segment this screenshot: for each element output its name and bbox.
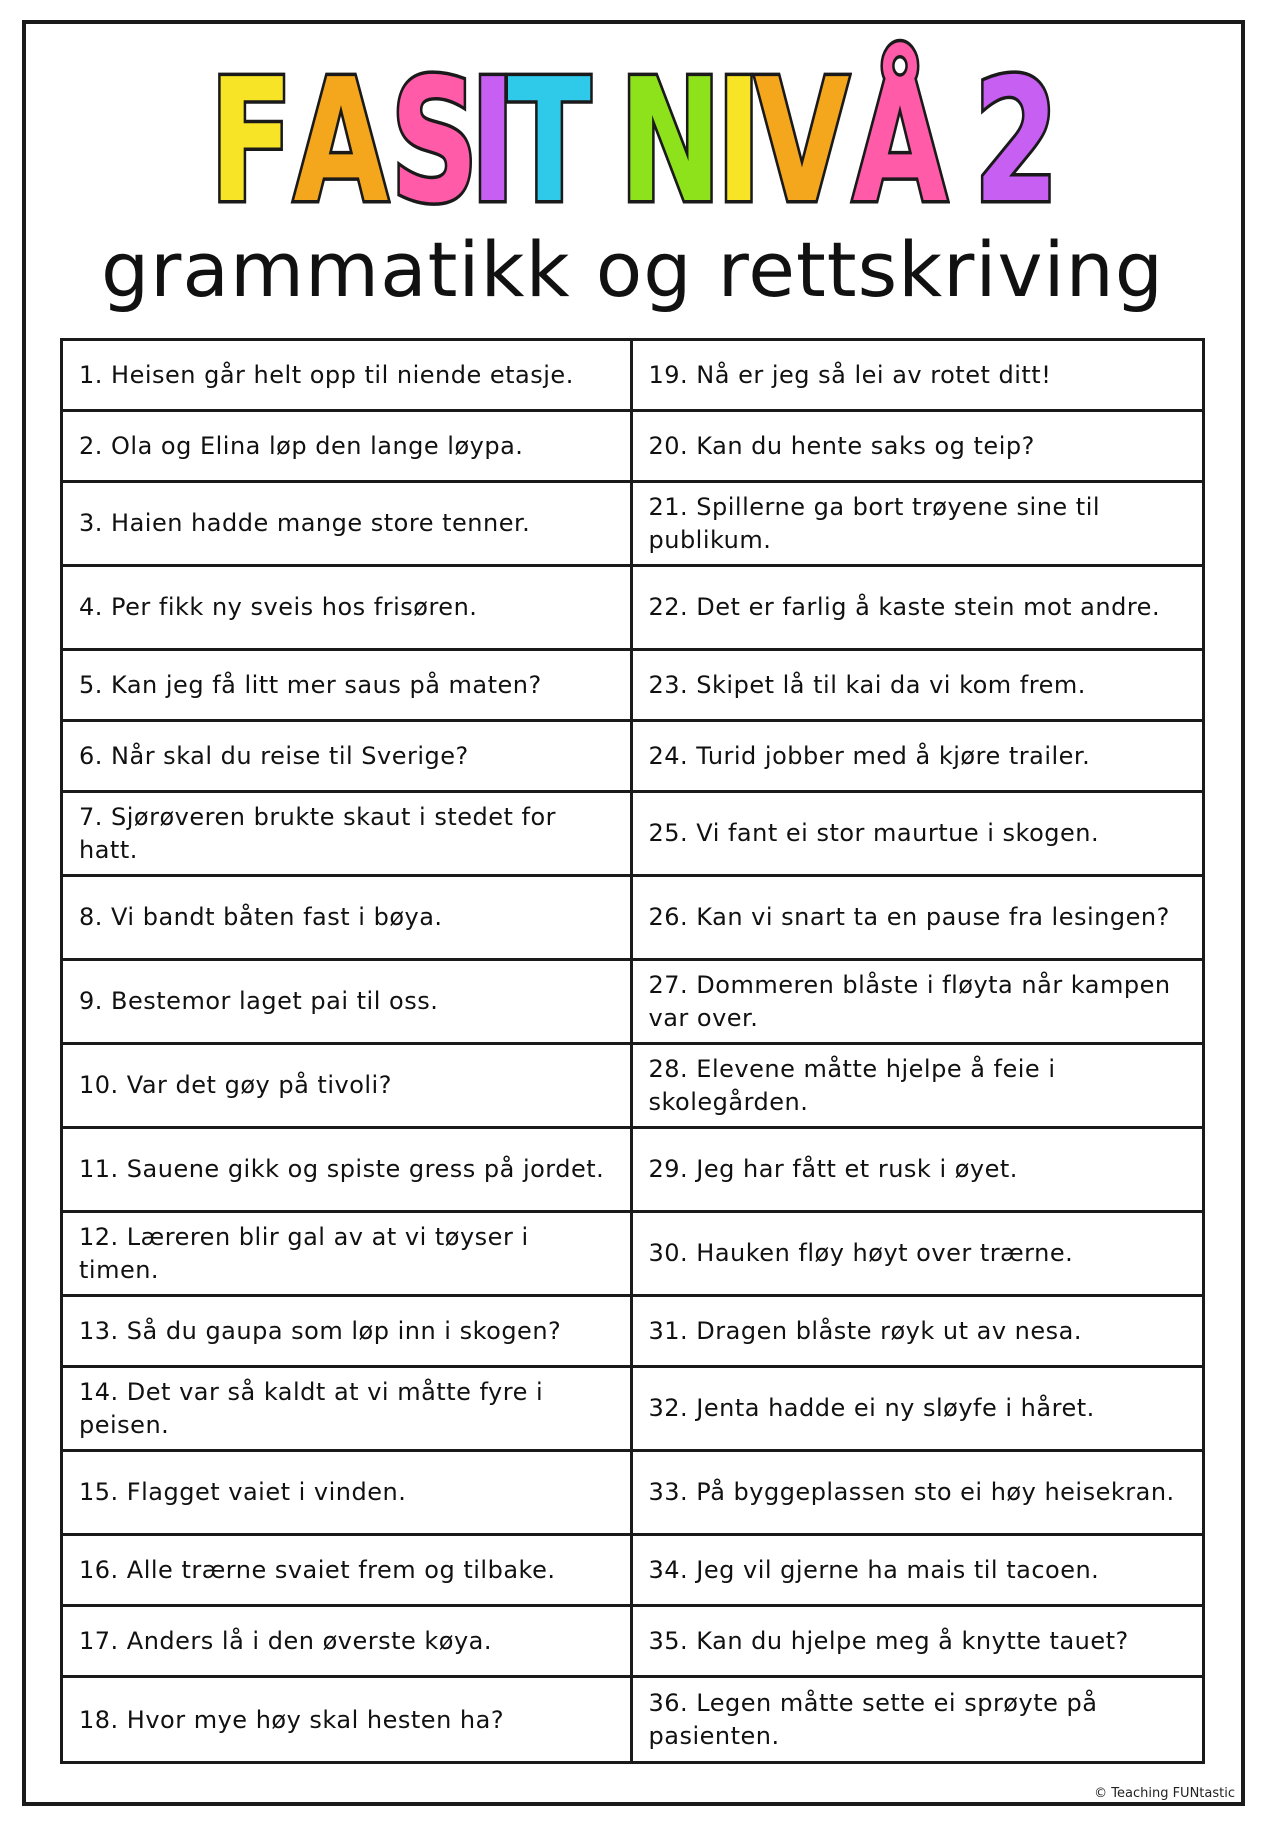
answer-text: 27. Dommeren blåste i fløyta når kampen var over. xyxy=(648,970,1171,1032)
title-letter: I xyxy=(470,43,512,241)
answer-text: 21. Spillerne ga bort trøyene sine til publikum. xyxy=(648,492,1101,554)
answer-cell xyxy=(63,483,630,567)
answer-cell xyxy=(63,1213,630,1297)
title-letter: V xyxy=(754,43,846,241)
answer-cell xyxy=(633,877,1203,961)
answer-text: 36. Legen måtte sette ei sprøyte på pasienten. xyxy=(648,1689,1098,1750)
answer-cell xyxy=(633,793,1203,877)
answer-text: 30. Hauken fløy høyt over trærne. xyxy=(648,1239,1074,1267)
answer-text: 17. Anders lå i den øverste køya. xyxy=(79,1626,493,1655)
answer-cell xyxy=(63,341,630,412)
answer-text: 35. Kan du hjelpe meg å knytte tauet? xyxy=(648,1626,1129,1655)
copyright-notice: © Teaching FUNtastic xyxy=(1094,1786,1235,1801)
answer-cell xyxy=(633,1607,1203,1678)
answer-cell xyxy=(633,1129,1203,1213)
answer-cell xyxy=(633,1213,1203,1297)
answer-text: 28. Elevene måtte hjelpe å feie i skolegården. xyxy=(648,1054,1056,1116)
answer-text: 33. På byggeplassen sto ei høy heisekran. xyxy=(648,1478,1175,1506)
answer-text: 14. Det var så kaldt at vi måtte fyre i peisen. xyxy=(79,1377,544,1439)
answer-text: 24. Turid jobber med å kjøre trailer. xyxy=(648,741,1091,770)
answer-text: 19. Nå er jeg så lei av rotet ditt! xyxy=(648,360,1052,389)
title-letter: S xyxy=(390,43,475,241)
answer-cell xyxy=(63,877,630,961)
title-letter: Å xyxy=(852,43,943,241)
answer-cell xyxy=(633,1678,1203,1762)
answer-cell xyxy=(633,1536,1203,1607)
answer-cell xyxy=(633,412,1203,483)
answer-column-right xyxy=(633,341,1203,1762)
title-letter: N xyxy=(618,43,717,241)
answer-cell xyxy=(63,567,630,651)
title-letter: I xyxy=(715,43,758,241)
answer-text: 12. Læreren blir gal av at vi tøyser i timen. xyxy=(79,1222,529,1284)
answer-text: 6. Når skal du reise til Sverige? xyxy=(79,741,469,770)
answer-text: 11. Sauene gikk og spiste gress på jordet. xyxy=(79,1155,605,1183)
answer-cell xyxy=(63,961,630,1045)
answer-cell xyxy=(63,793,630,877)
answer-text: 34. Jeg vil gjerne ha mais til tacoen. xyxy=(648,1555,1100,1584)
answer-text: 31. Dragen blåste røyk ut av nesa. xyxy=(648,1316,1082,1345)
answer-cell xyxy=(633,651,1203,722)
answer-cell xyxy=(633,1297,1203,1368)
title-letter: T xyxy=(507,43,587,241)
title-letter: 2 xyxy=(974,43,1055,241)
answer-text: 10. Var det gøy på tivoli? xyxy=(79,1071,392,1099)
answer-cell xyxy=(63,722,630,793)
answer-cell xyxy=(63,1045,630,1129)
answer-text: 15. Flagget vaiet i vinden. xyxy=(79,1478,407,1506)
answer-text: 32. Jenta hadde ei ny sløyfe i håret. xyxy=(648,1394,1095,1422)
answer-cell xyxy=(63,1297,630,1368)
answer-text: 2. Ola og Elina løp den lange løypa. xyxy=(79,431,524,460)
title-letter: A xyxy=(294,43,385,241)
answer-text: 13. Så du gaupa som løp inn i skogen? xyxy=(79,1316,562,1345)
answer-text: 9. Bestemor laget pai til oss. xyxy=(79,987,439,1015)
answer-cell xyxy=(63,412,630,483)
answer-text: 18. Hvor mye høy skal hesten ha? xyxy=(79,1705,505,1734)
answer-text: 22. Det er farlig å kaste stein mot andre. xyxy=(648,593,1161,621)
answer-text: 20. Kan du hente saks og teip? xyxy=(648,431,1035,460)
answer-cell xyxy=(633,1452,1203,1536)
answer-text: 3. Haien hadde mange store tenner. xyxy=(79,509,531,537)
answer-table xyxy=(60,338,1205,1764)
answer-cell xyxy=(63,1536,630,1607)
answer-cell xyxy=(633,483,1203,567)
answer-text: 5. Kan jeg få litt mer saus på maten? xyxy=(79,670,542,699)
answer-text: 4. Per fikk ny sveis hos frisøren. xyxy=(79,593,478,621)
page-title xyxy=(0,43,1265,241)
answer-text: 25. Vi fant ei stor maurtue i skogen. xyxy=(648,819,1100,847)
answer-text: 16. Alle trærne svaiet frem og tilbake. xyxy=(79,1555,556,1584)
answer-text: 23. Skipet lå til kai da vi kom frem. xyxy=(648,670,1086,699)
answer-cell xyxy=(63,1368,630,1452)
answer-column-left xyxy=(63,341,633,1762)
answer-text: 26. Kan vi snart ta en pause fra lesingen? xyxy=(648,903,1170,931)
answer-cell xyxy=(63,1129,630,1213)
answer-cell xyxy=(63,1452,630,1536)
answer-text: 7. Sjørøveren brukte skaut i stedet for hatt. xyxy=(79,802,557,864)
answer-cell xyxy=(63,1678,630,1762)
answer-cell xyxy=(633,722,1203,793)
answer-cell xyxy=(63,651,630,722)
answer-cell xyxy=(63,1607,630,1678)
answer-cell xyxy=(633,341,1203,412)
page-subtitle: grammatikk og rettskriving xyxy=(100,225,1165,314)
answer-cell xyxy=(633,961,1203,1045)
answer-cell xyxy=(633,1045,1203,1129)
title-letter: F xyxy=(209,43,290,241)
answer-text: 8. Vi bandt båten fast i bøya. xyxy=(79,903,443,931)
answer-text: 1. Heisen går helt opp til niende etasje. xyxy=(79,360,574,389)
answer-cell xyxy=(633,567,1203,651)
answer-cell xyxy=(633,1368,1203,1452)
answer-text: 29. Jeg har fått et rusk i øyet. xyxy=(648,1155,1018,1183)
